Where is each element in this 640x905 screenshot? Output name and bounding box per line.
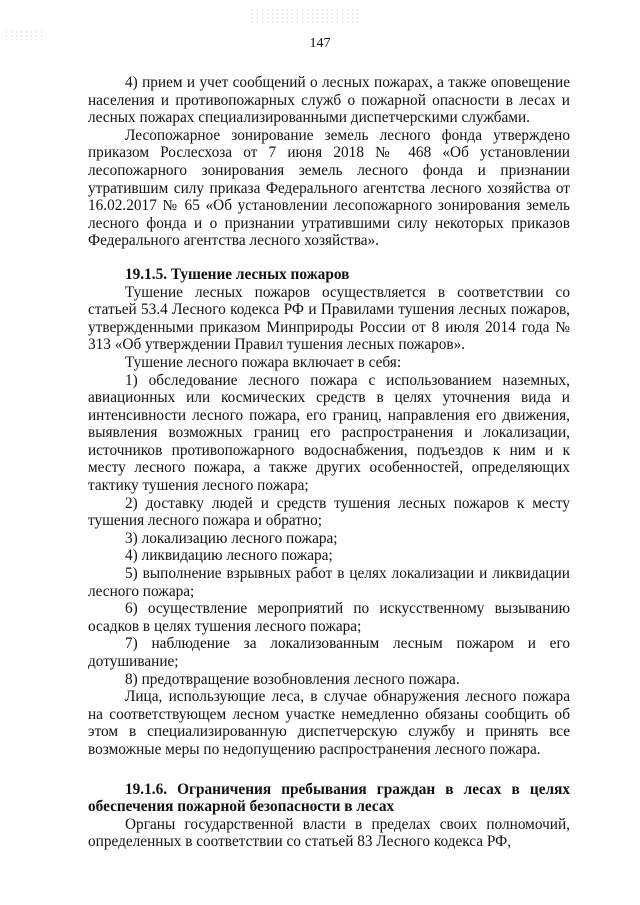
page-number: 147 [309, 36, 331, 51]
list-item: 3) локализацию лесного пожара; [125, 529, 338, 547]
list-item: 6) осуществление мероприятий по искусственному вызыванию осадков в целях тушения лесного пожара; [88, 600, 570, 635]
list-item: 2) доставку людей и средств тушения лесных пожаров к месту тушения лесного пожара и обратно; [88, 494, 570, 530]
list-item: 4) ликвидацию лесного пожара; [125, 547, 333, 565]
paragraph: Тушение лесного пожара включает в себя: [125, 353, 402, 371]
document-body [88, 74, 570, 851]
list-item: 5) выполнение взрывных работ в целях локализации и ликвидации лесного пожара; [88, 565, 570, 600]
scan-artifact [250, 8, 360, 24]
paragraph: Лица, использующие леса, в случае обнаружения лесного пожара на соответствующем лесном участке немедленно обязаны сообщить об этом в специализированную диспетчерскую службу и принять все возможные меры по недопущению распространения лесного пожара. [88, 688, 570, 758]
paragraph: Тушение лесных пожаров осуществляется в соответствии со статьей 53.4 Лесного кодекса РФ и Правилами тушения лесных пожаров, утвержденными приказом Минприроды России от 8 июля 2014 года № 313 «Об утверждении Правил тушения лесных пожаров». [88, 283, 570, 354]
paragraph: Органы государственной власти в пределах своих полномочий, определенных в соответствии со статьей 83 Лесного кодекса РФ, [88, 815, 570, 851]
list-item: 1) обследование лесного пожара с использованием наземных, авиационных или космических средств в целях уточнения вида и интенсивности лесного пожара, его границ, направления его движения, выявления возможных границ его распространения и локализации, источников противопожарного водоснабжения, подъездов к ним и к месту лесного пожара, а также других особенностей, определяющих тактику тушения лесного пожара; [88, 371, 570, 495]
section-heading: 19.1.6. Ограничения пребывания граждан в лесах в целях обеспечения пожарной безопасности в лесах [88, 780, 570, 816]
list-item: 8) предотвращение возобновления лесного пожара. [125, 670, 460, 688]
paragraph: Лесопожарное зонирование земель лесного фонда утверждено приказом Рослесхоза от 7 июня 2018 № 468 «Об установлении лесопожарного зонирования земель лесного фонда и признании утратившим силу приказа Федерального агентства лесного хозяйства от 16.02.2017 № 65 «Об установлении лесопожарного зонирования земель лесного фонда и о признании утратившими силу некоторых приказов Федерального агентства лесного хозяйства». [88, 126, 570, 250]
section-heading: 19.1.5. Тушение лесных пожаров [125, 265, 350, 283]
paragraph: 4) прием и учет сообщений о лесных пожарах, а также оповещение населения и противопожарных служб о пожарной опасности в лесах и лесных пожарах специализированными диспетчерскими службами. [88, 74, 570, 127]
list-item: 7) наблюдение за локализованным лесным пожаром и его дотушивание; [88, 635, 570, 670]
